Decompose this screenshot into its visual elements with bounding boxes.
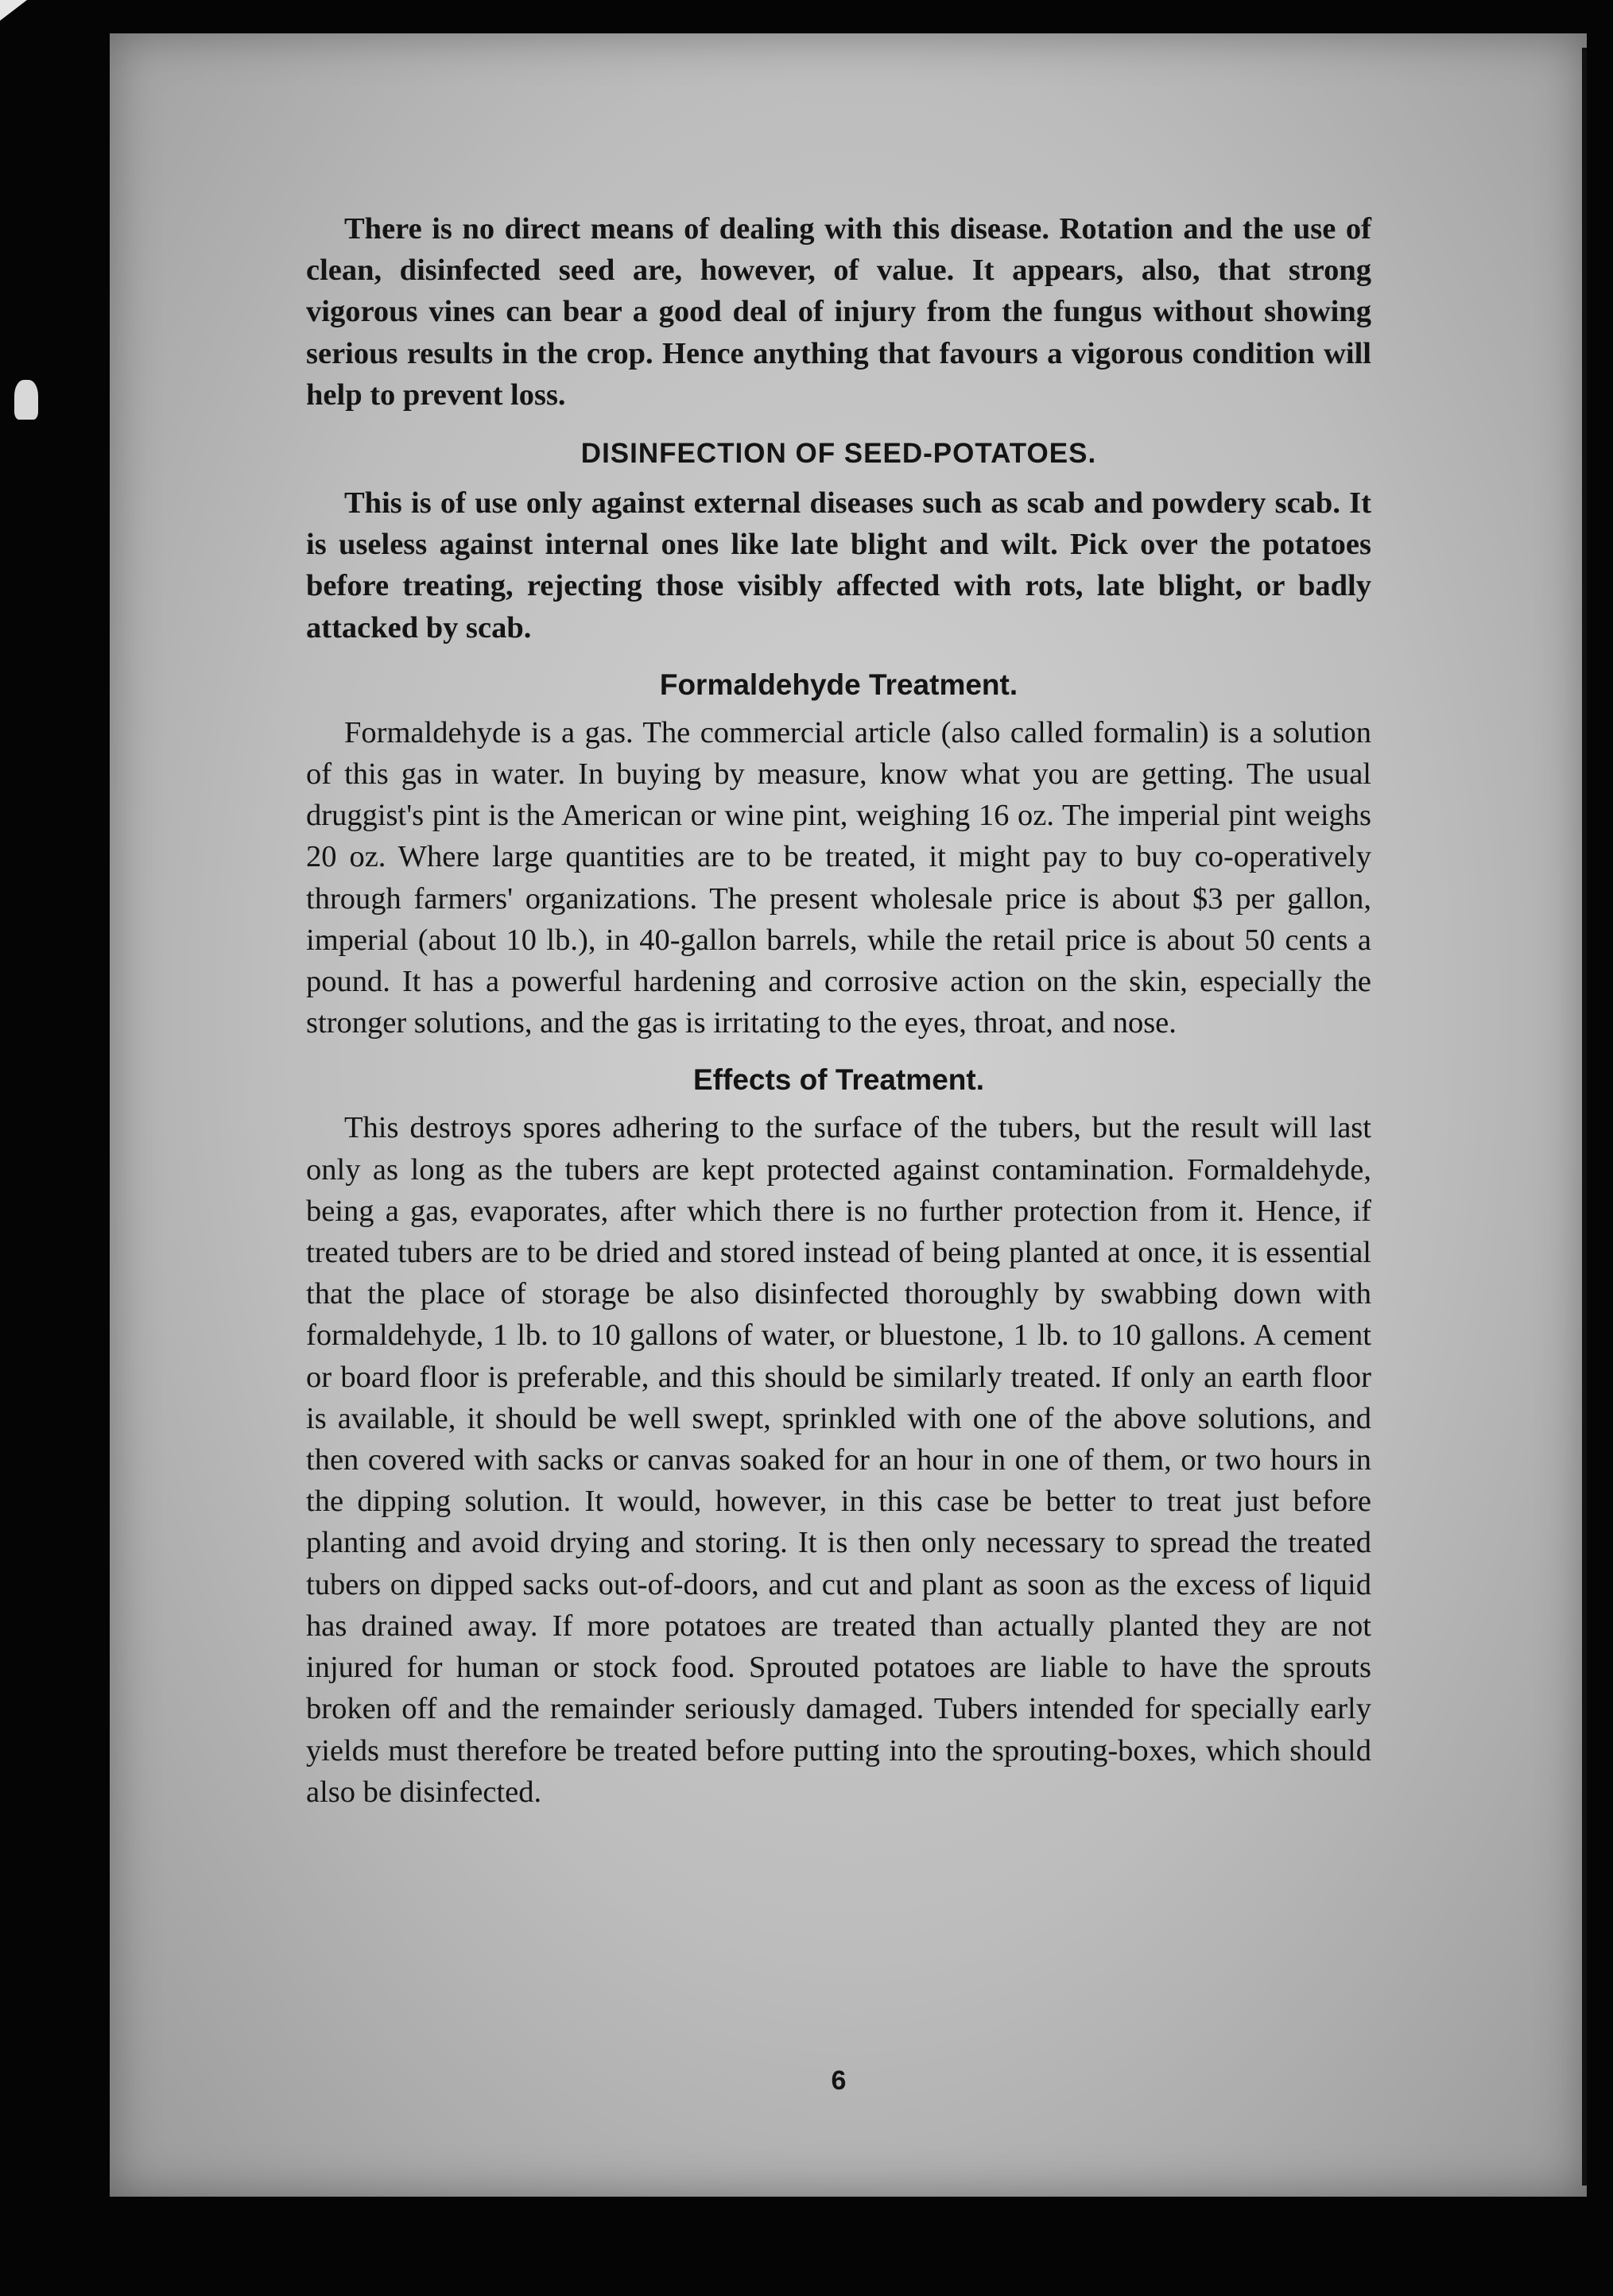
paragraph-formaldehyde: Formaldehyde is a gas. The commercial article (also called formalin) is a solution of this gas in water. In buying by measure, know what you are getting. The usual druggist's pint is the American or wine pint, weighing 16 oz. The imperial pint weighs 20 oz. Where large quantities are to be treated, it might pay to buy co-operatively through farmers' organizations. The present wholesale price is about $3 per gallon, imperial (about 10 lb.), in 40-gallon barrels, while the retail price is about 50 cents a pound. It has a powerful hardening and corrosive action on the skin, especially the stronger solutions, and the gas is irritating to the eyes, throat, and nose.	[306, 715, 1371, 1040]
paragraph-effects: This destroys spores adhering to the surface of the tubers, but the result will last only as long as the tubers are kept protected against contamination. Formaldehyde, being a gas, evaporates, after which there is no further protection from it. Hence, if treated tubers are to be dried and stored instead of being planted at once, it is essential that the place of storage be also disinfected thoroughly by swabbing down with formaldehyde, 1 lb. to 10 gallons of water, or bluestone, 1 lb. to 10 gallons. A cement or board floor is preferable, and this should be similarly treated. If only an earth floor is available, it should be well swept, sprinkled with one of the above solutions, and then covered with sacks or canvas soaked for an hour in one of them, or two hours in the dipping solution. It would, however, in this case be better to treat just before planting and avoid drying and storing. It is then only necessary to spread the treated tubers on dipped sacks out-of-doors, and cut and plant as soon as the excess of liquid has drained away. If more potatoes are treated than actually planted they are not injured for human or stock food. Sprouted potatoes are liable to have the sprouts broken off and the remainder seriously damaged. Tubers intended for specially early yields must therefore be treated before putting into the sprouting-boxes, which should also be disinfected.	[306, 1111, 1371, 1809]
page-edge-rule	[1582, 48, 1587, 2186]
scan-corner-artifact	[0, 0, 27, 21]
heading-disinfection: DISINFECTION OF SEED-POTATOES.	[580, 438, 1097, 470]
page-body	[306, 208, 1371, 2096]
heading-effects-of-treatment: Effects of Treatment.	[693, 1063, 984, 1097]
heading-formaldehyde-treatment: Formaldehyde Treatment.	[659, 668, 1018, 701]
scan-edge-artifact	[14, 380, 38, 420]
page-number: 6	[831, 2066, 847, 2096]
paragraph-disease-control: There is no direct means of dealing with this disease. Rotation and the use of clean, disinfected seed are, however, of value. It appears, also, that strong vigorous vines can bear a good deal of injury from the fungus without showing serious results in the crop. Hence anything that favours a vigorous condition will help to prevent loss.	[306, 212, 1371, 412]
paragraph-disinfection: This is of use only against external diseases such as scab and powdery scab. It is useless against internal ones like late blight and wilt. Pick over the potatoes before treating, rejecting those visibly affected with rots, late blight, or badly attacked by scab.	[306, 486, 1371, 645]
